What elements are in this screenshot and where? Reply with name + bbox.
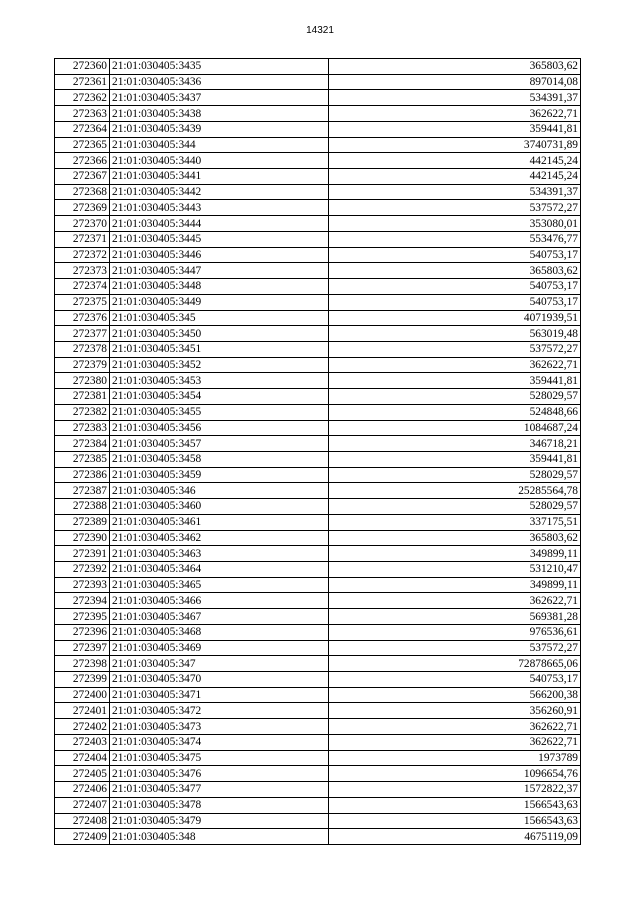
table-row: [55, 609, 581, 625]
cadastral-number: 21:01:030405:3451: [110, 341, 329, 357]
table-row: [55, 499, 581, 515]
table-row: [55, 294, 581, 310]
cadastral-value: 4675119,09: [329, 829, 581, 845]
cadastral-number: 21:01:030405:3469: [110, 640, 329, 656]
cadastral-number: 21:01:030405:345: [110, 310, 329, 326]
cadastral-value: 534391,37: [329, 184, 581, 200]
cadastral-value: 1566543,63: [329, 797, 581, 813]
row-number: 272398: [55, 656, 110, 672]
cadastral-value: 365803,62: [329, 59, 581, 75]
table-row: [55, 546, 581, 562]
cadastral-number: 21:01:030405:3444: [110, 216, 329, 232]
cadastral-value: 365803,62: [329, 530, 581, 546]
cadastral-value: 1084687,24: [329, 420, 581, 436]
table-row: [55, 74, 581, 90]
cadastral-number: 21:01:030405:3438: [110, 106, 329, 122]
cadastral-number: 21:01:030405:3476: [110, 766, 329, 782]
table-row: [55, 279, 581, 295]
row-number: 272408: [55, 813, 110, 829]
row-number: 272403: [55, 734, 110, 750]
row-number: 272406: [55, 782, 110, 798]
cadastral-number: 21:01:030405:3456: [110, 420, 329, 436]
row-number: 272388: [55, 499, 110, 515]
table-row: [55, 420, 581, 436]
row-number: 272373: [55, 263, 110, 279]
cadastral-value: 362622,71: [329, 357, 581, 373]
table-row: [55, 672, 581, 688]
table-row: [55, 782, 581, 798]
table-row: [55, 640, 581, 656]
row-number: 272363: [55, 106, 110, 122]
row-number: 272400: [55, 687, 110, 703]
table-row: [55, 216, 581, 232]
cadastral-number: 21:01:030405:3463: [110, 546, 329, 562]
row-number: 272386: [55, 467, 110, 483]
row-number: 272367: [55, 169, 110, 185]
row-number: 272394: [55, 593, 110, 609]
table-row: [55, 404, 581, 420]
cadastral-number: 21:01:030405:3472: [110, 703, 329, 719]
cadastral-number: 21:01:030405:3474: [110, 734, 329, 750]
cadastral-number: 21:01:030405:346: [110, 483, 329, 499]
cadastral-number: 21:01:030405:3465: [110, 577, 329, 593]
row-number: 272366: [55, 153, 110, 169]
table-row: [55, 373, 581, 389]
row-number: 272383: [55, 420, 110, 436]
table-row: [55, 593, 581, 609]
cadastral-value: 362622,71: [329, 106, 581, 122]
cadastral-value: 528029,57: [329, 467, 581, 483]
cadastral-value: 540753,17: [329, 294, 581, 310]
table-row: [55, 719, 581, 735]
cadastral-number: 21:01:030405:3467: [110, 609, 329, 625]
row-number: 272391: [55, 546, 110, 562]
cadastral-number: 21:01:030405:3462: [110, 530, 329, 546]
row-number: 272374: [55, 279, 110, 295]
cadastral-number: 21:01:030405:3443: [110, 200, 329, 216]
cadastral-value: 537572,27: [329, 640, 581, 656]
table-row: [55, 121, 581, 137]
row-number: 272379: [55, 357, 110, 373]
table-row: [55, 184, 581, 200]
row-number: 272405: [55, 766, 110, 782]
cadastral-value: 353080,01: [329, 216, 581, 232]
row-number: 272368: [55, 184, 110, 200]
cadastral-number: 21:01:030405:347: [110, 656, 329, 672]
page-number: 14321: [306, 25, 334, 36]
row-number: 272381: [55, 389, 110, 405]
table-row: [55, 734, 581, 750]
cadastral-number: 21:01:030405:3450: [110, 326, 329, 342]
table-row: [55, 90, 581, 106]
table-row: [55, 326, 581, 342]
cadastral-value: 25285564,78: [329, 483, 581, 499]
row-number: 272365: [55, 137, 110, 153]
cadastral-value: 1572822,37: [329, 782, 581, 798]
row-number: 272361: [55, 74, 110, 90]
cadastral-value: 1096654,76: [329, 766, 581, 782]
table-row: [55, 451, 581, 467]
cadastral-number: 21:01:030405:3445: [110, 231, 329, 247]
cadastral-value: 897014,08: [329, 74, 581, 90]
row-number: 272397: [55, 640, 110, 656]
cadastral-value: 442145,24: [329, 169, 581, 185]
cadastral-number: 21:01:030405:3454: [110, 389, 329, 405]
cadastral-value: 524848,66: [329, 404, 581, 420]
cadastral-value: 563019,48: [329, 326, 581, 342]
cadastral-value: 442145,24: [329, 153, 581, 169]
cadastral-number: 21:01:030405:3441: [110, 169, 329, 185]
cadastral-value: 540753,17: [329, 247, 581, 263]
cadastral-number: 21:01:030405:3461: [110, 514, 329, 530]
cadastral-number: 21:01:030405:3479: [110, 813, 329, 829]
table-row: [55, 829, 581, 845]
row-number: 272404: [55, 750, 110, 766]
table-row: [55, 467, 581, 483]
table-body: [55, 59, 581, 845]
cadastral-value: 337175,51: [329, 514, 581, 530]
cadastral-number: 21:01:030405:348: [110, 829, 329, 845]
cadastral-number: 21:01:030405:3436: [110, 74, 329, 90]
table-row: [55, 436, 581, 452]
cadastral-number: 21:01:030405:3460: [110, 499, 329, 515]
cadastral-number: 21:01:030405:3478: [110, 797, 329, 813]
row-number: 272364: [55, 121, 110, 137]
cadastral-value: 566200,38: [329, 687, 581, 703]
cadastral-value: 346718,21: [329, 436, 581, 452]
table-row: [55, 389, 581, 405]
row-number: 272372: [55, 247, 110, 263]
cadastral-number: 21:01:030405:3473: [110, 719, 329, 735]
cadastral-value: 359441,81: [329, 373, 581, 389]
row-number: 272402: [55, 719, 110, 735]
row-number: 272371: [55, 231, 110, 247]
cadastral-number: 21:01:030405:3449: [110, 294, 329, 310]
cadastral-number: 21:01:030405:3437: [110, 90, 329, 106]
cadastral-number: 21:01:030405:3452: [110, 357, 329, 373]
cadastral-value: 553476,77: [329, 231, 581, 247]
cadastral-value: 528029,57: [329, 389, 581, 405]
cadastral-number: 21:01:030405:3435: [110, 59, 329, 75]
row-number: 272389: [55, 514, 110, 530]
row-number: 272376: [55, 310, 110, 326]
table-row: [55, 577, 581, 593]
cadastral-number: 21:01:030405:3468: [110, 624, 329, 640]
table-row: [55, 169, 581, 185]
cadastral-value: 1973789: [329, 750, 581, 766]
cadastral-number: 21:01:030405:3453: [110, 373, 329, 389]
cadastral-value: 362622,71: [329, 719, 581, 735]
row-number: 272387: [55, 483, 110, 499]
table-row: [55, 247, 581, 263]
cadastral-number: 21:01:030405:3459: [110, 467, 329, 483]
cadastral-value: 3740731,89: [329, 137, 581, 153]
table-row: [55, 231, 581, 247]
table-row: [55, 530, 581, 546]
cadastral-value: 528029,57: [329, 499, 581, 515]
cadastral-value-table: [54, 58, 581, 845]
cadastral-value: 540753,17: [329, 672, 581, 688]
row-number: 272384: [55, 436, 110, 452]
cadastral-value: 365803,62: [329, 263, 581, 279]
cadastral-number: 21:01:030405:3457: [110, 436, 329, 452]
row-number: 272375: [55, 294, 110, 310]
row-number: 272407: [55, 797, 110, 813]
cadastral-number: 21:01:030405:3470: [110, 672, 329, 688]
cadastral-number: 21:01:030405:3458: [110, 451, 329, 467]
cadastral-value: 349899,11: [329, 546, 581, 562]
table-row: [55, 813, 581, 829]
table-row: [55, 562, 581, 578]
row-number: 272362: [55, 90, 110, 106]
cadastral-value: 569381,28: [329, 609, 581, 625]
cadastral-number: 21:01:030405:3439: [110, 121, 329, 137]
table-row: [55, 703, 581, 719]
cadastral-value: 72878665,06: [329, 656, 581, 672]
cadastral-number: 21:01:030405:3455: [110, 404, 329, 420]
cadastral-value: 359441,81: [329, 121, 581, 137]
cadastral-value: 1566543,63: [329, 813, 581, 829]
cadastral-number: 21:01:030405:3448: [110, 279, 329, 295]
row-number: 272378: [55, 341, 110, 357]
table-row: [55, 750, 581, 766]
cadastral-value: 540753,17: [329, 279, 581, 295]
cadastral-value: 356260,91: [329, 703, 581, 719]
table-row: [55, 656, 581, 672]
cadastral-value: 537572,27: [329, 341, 581, 357]
cadastral-number: 21:01:030405:3464: [110, 562, 329, 578]
row-number: 272380: [55, 373, 110, 389]
cadastral-value: 976536,61: [329, 624, 581, 640]
table-row: [55, 200, 581, 216]
row-number: 272369: [55, 200, 110, 216]
row-number: 272392: [55, 562, 110, 578]
cadastral-number: 21:01:030405:3442: [110, 184, 329, 200]
row-number: 272370: [55, 216, 110, 232]
cadastral-number: 21:01:030405:3440: [110, 153, 329, 169]
cadastral-number: 21:01:030405:3466: [110, 593, 329, 609]
table-row: [55, 310, 581, 326]
table-row: [55, 263, 581, 279]
table-row: [55, 766, 581, 782]
cadastral-value: 531210,47: [329, 562, 581, 578]
table-row: [55, 106, 581, 122]
table-row: [55, 514, 581, 530]
table-row: [55, 797, 581, 813]
row-number: 272396: [55, 624, 110, 640]
table-row: [55, 59, 581, 75]
row-number: 272395: [55, 609, 110, 625]
cadastral-number: 21:01:030405:3446: [110, 247, 329, 263]
table-row: [55, 137, 581, 153]
table-row: [55, 624, 581, 640]
table-row: [55, 483, 581, 499]
cadastral-number: 21:01:030405:3471: [110, 687, 329, 703]
row-number: 272409: [55, 829, 110, 845]
row-number: 272377: [55, 326, 110, 342]
row-number: 272393: [55, 577, 110, 593]
table-row: [55, 357, 581, 373]
row-number: 272382: [55, 404, 110, 420]
cadastral-number: 21:01:030405:3475: [110, 750, 329, 766]
cadastral-value: 537572,27: [329, 200, 581, 216]
cadastral-value: 349899,11: [329, 577, 581, 593]
cadastral-value: 362622,71: [329, 593, 581, 609]
cadastral-number: 21:01:030405:3477: [110, 782, 329, 798]
cadastral-number: 21:01:030405:344: [110, 137, 329, 153]
cadastral-value: 359441,81: [329, 451, 581, 467]
cadastral-number: 21:01:030405:3447: [110, 263, 329, 279]
table-row: [55, 341, 581, 357]
cadastral-value: 4071939,51: [329, 310, 581, 326]
row-number: 272390: [55, 530, 110, 546]
row-number: 272401: [55, 703, 110, 719]
cadastral-value: 534391,37: [329, 90, 581, 106]
table-row: [55, 153, 581, 169]
cadastral-value: 362622,71: [329, 734, 581, 750]
row-number: 272385: [55, 451, 110, 467]
row-number: 272360: [55, 59, 110, 75]
table-row: [55, 687, 581, 703]
row-number: 272399: [55, 672, 110, 688]
